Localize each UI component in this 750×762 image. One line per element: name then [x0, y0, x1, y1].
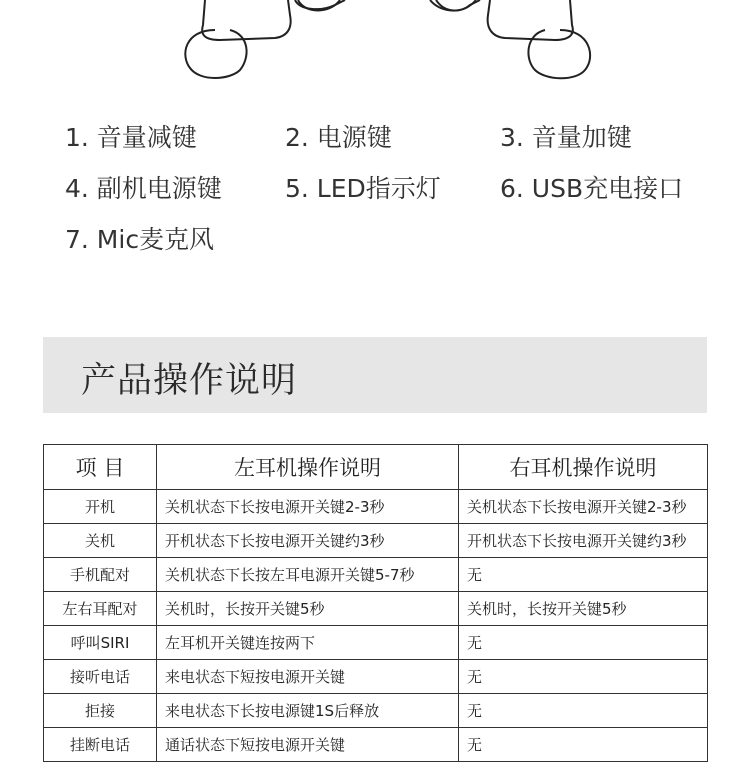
row-item: 左右耳配对	[44, 592, 157, 626]
table-row	[44, 694, 708, 728]
right-earbud-body	[488, 0, 573, 40]
parts-row	[65, 220, 725, 271]
row-right-desc: 无	[459, 728, 708, 762]
header-left-earbud: 左耳机操作说明	[157, 445, 459, 490]
row-item: 开机	[44, 490, 157, 524]
row-right-desc: 开机状态下长按电源开关键约3秒	[459, 524, 708, 558]
row-left-desc: 关机状态下长按电源开关键2-3秒	[157, 490, 459, 524]
part-volume-up: 3. 音量加键	[500, 123, 632, 152]
left-earbud-tip	[185, 30, 246, 78]
row-right-desc: 无	[459, 558, 708, 592]
earbud-illustration	[0, 0, 750, 90]
table-row	[44, 592, 708, 626]
row-right-desc: 无	[459, 660, 708, 694]
row-left-desc: 左耳机开关键连按两下	[157, 626, 459, 660]
part-led-indicator: 5. LED指示灯	[285, 174, 441, 203]
row-item: 挂断电话	[44, 728, 157, 762]
row-right-desc: 无	[459, 694, 708, 728]
part-secondary-power-key: 4. 副机电源键	[65, 174, 222, 203]
row-right-desc: 关机状态下长按电源开关键2-3秒	[459, 490, 708, 524]
row-left-desc: 来电状态下长按电源键1S后释放	[157, 694, 459, 728]
operations-table	[43, 444, 708, 762]
part-mic: 7. Mic麦克风	[65, 225, 215, 254]
table-row	[44, 524, 708, 558]
section-title: 产品操作说明	[81, 361, 298, 401]
header-right-earbud: 右耳机操作说明	[459, 445, 708, 490]
table-row	[44, 490, 708, 524]
parts-row	[65, 118, 725, 169]
table-header-row	[44, 445, 708, 490]
row-left-desc: 关机状态下长按左耳电源开关键5-7秒	[157, 558, 459, 592]
table-row	[44, 626, 708, 660]
row-item: 呼叫SIRI	[44, 626, 157, 660]
table-row	[44, 728, 708, 762]
row-right-desc: 无	[459, 626, 708, 660]
row-left-desc: 通话状态下短按电源开关键	[157, 728, 459, 762]
part-usb-port: 6. USB充电接口	[500, 174, 684, 203]
row-right-desc: 关机时，长按开关键5秒	[459, 592, 708, 626]
part-volume-down: 1. 音量减键	[65, 123, 197, 152]
row-item: 拒接	[44, 694, 157, 728]
header-item: 项 目	[44, 445, 157, 490]
row-item: 接听电话	[44, 660, 157, 694]
row-left-desc: 开机状态下长按电源开关键约3秒	[157, 524, 459, 558]
left-earbud-body	[202, 0, 290, 40]
part-power-key: 2. 电源键	[285, 123, 392, 152]
parts-list	[65, 118, 725, 271]
row-item: 手机配对	[44, 558, 157, 592]
row-left-desc: 关机时，长按开关键5秒	[157, 592, 459, 626]
parts-row	[65, 169, 725, 220]
table-row	[44, 660, 708, 694]
section-banner	[43, 337, 707, 413]
table-row	[44, 558, 708, 592]
row-left-desc: 来电状态下短按电源开关键	[157, 660, 459, 694]
right-earbud-tip	[528, 30, 590, 78]
row-item: 关机	[44, 524, 157, 558]
